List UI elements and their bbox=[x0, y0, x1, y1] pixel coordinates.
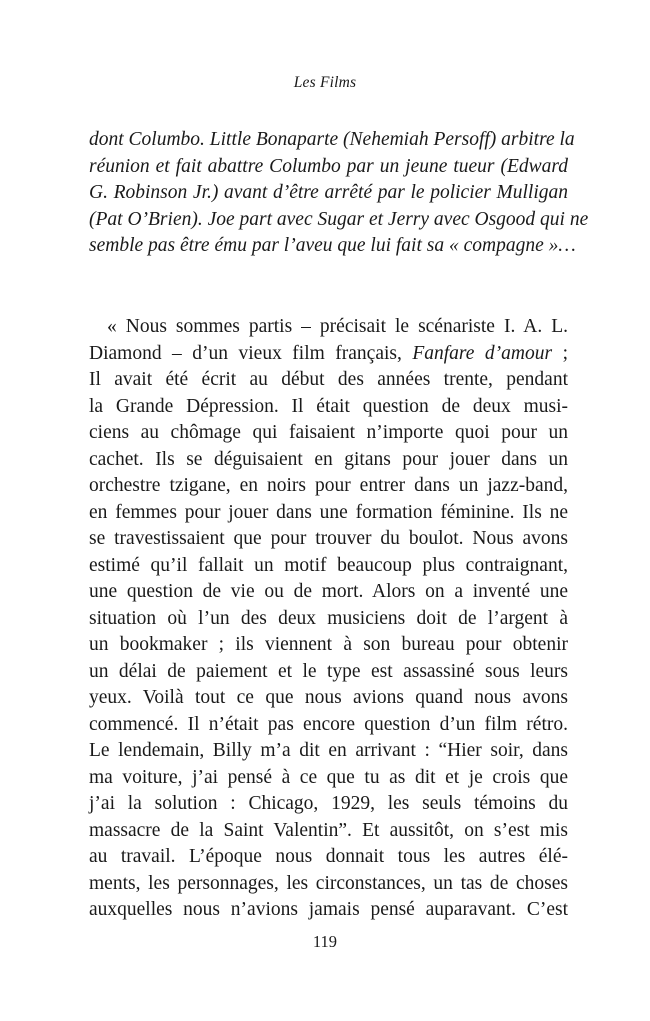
quote-line: auxquelles nous n’avions jamais pensé auparavant. C’est bbox=[89, 899, 568, 920]
film-title: Fanfare d’amour bbox=[412, 342, 553, 364]
page-number: 119 bbox=[312, 932, 338, 951]
quote-line: cachet. Ils se déguisaient en gitans pour jouer dans un bbox=[89, 448, 568, 470]
quote-line: la Grande Dépression. Il était question de deux musi- bbox=[89, 395, 568, 417]
quote-text: ; bbox=[552, 342, 568, 364]
quote-line: se travestissaient que pour trouver du boulot. Nous avons bbox=[89, 528, 568, 549]
quote-line-with-title bbox=[89, 341, 568, 368]
diamond-quote bbox=[89, 314, 568, 924]
quote-line: orchestre tzigane, en noirs pour entrer dans un jazz-band, bbox=[89, 475, 568, 496]
quote-line: une question de vie ou de mort. Alors on a inventé une bbox=[89, 581, 568, 602]
quote-line: Le lendemain, Billy m’a dit en arrivant : “Hier soir, dans bbox=[89, 740, 568, 761]
quote-line: un bookmaker ; ils viennent à son bureau pour obtenir bbox=[89, 634, 568, 655]
quote-line: ments, les personnages, les circonstances, un tas de choses bbox=[89, 872, 568, 894]
running-head: Les Films bbox=[293, 74, 357, 91]
quote-line: au travail. L’époque nous donnait tous les autres élé- bbox=[89, 846, 568, 867]
quote-text: Diamond – d’un vieux film français, bbox=[89, 342, 413, 364]
quote-line: situation où l’un des deux musiciens doit de l’argent à bbox=[89, 607, 568, 629]
synopsis-line: dont Columbo. Little Bonaparte (Nehemiah Persoff) arbitre la bbox=[89, 129, 575, 150]
quote-line: en femmes pour jouer dans une formation féminine. Ils ne bbox=[89, 501, 568, 523]
quote-line: j’ai la solution : Chicago, 1929, les seuls témoins du bbox=[89, 793, 568, 814]
synopsis-line: (Pat O’Brien). Joe part avec Sugar et Jerry avec Osgood qui ne bbox=[89, 208, 589, 230]
quote-line: Il avait été écrit au début des années trente, pendant bbox=[89, 369, 568, 390]
synopsis-line: semble pas être ému par l’aveu que lui fait sa « compagne »… bbox=[89, 235, 576, 256]
quote-line: yeux. Voilà tout ce que nous avions quand nous avons bbox=[89, 687, 568, 708]
quote-line: « Nous sommes partis – précisait le scénariste I. A. L. bbox=[107, 316, 568, 337]
synopsis-line: réunion et fait abattre Columbo par un jeune tueur (Edward bbox=[89, 155, 568, 177]
quote-line: ciens au chômage qui faisaient n’importe quoi pour un bbox=[89, 422, 568, 443]
quote-line: un délai de paiement et le type est assassiné sous leurs bbox=[89, 660, 568, 682]
quote-line: estimé qu’il fallait un motif beaucoup plus contraignant, bbox=[89, 554, 568, 576]
quote-line: massacre de la Saint Valentin”. Et aussitôt, on s’est mis bbox=[89, 819, 568, 841]
synopsis-line: G. Robinson Jr.) avant d’être arrêté par le policier Mulligan bbox=[89, 182, 568, 203]
film-synopsis-end bbox=[89, 127, 589, 260]
quote-line: ma voiture, j’ai pensé à ce que tu as dit et je crois que bbox=[89, 766, 568, 788]
quote-line: commencé. Il n’était pas encore question d’un film rétro. bbox=[89, 713, 568, 735]
